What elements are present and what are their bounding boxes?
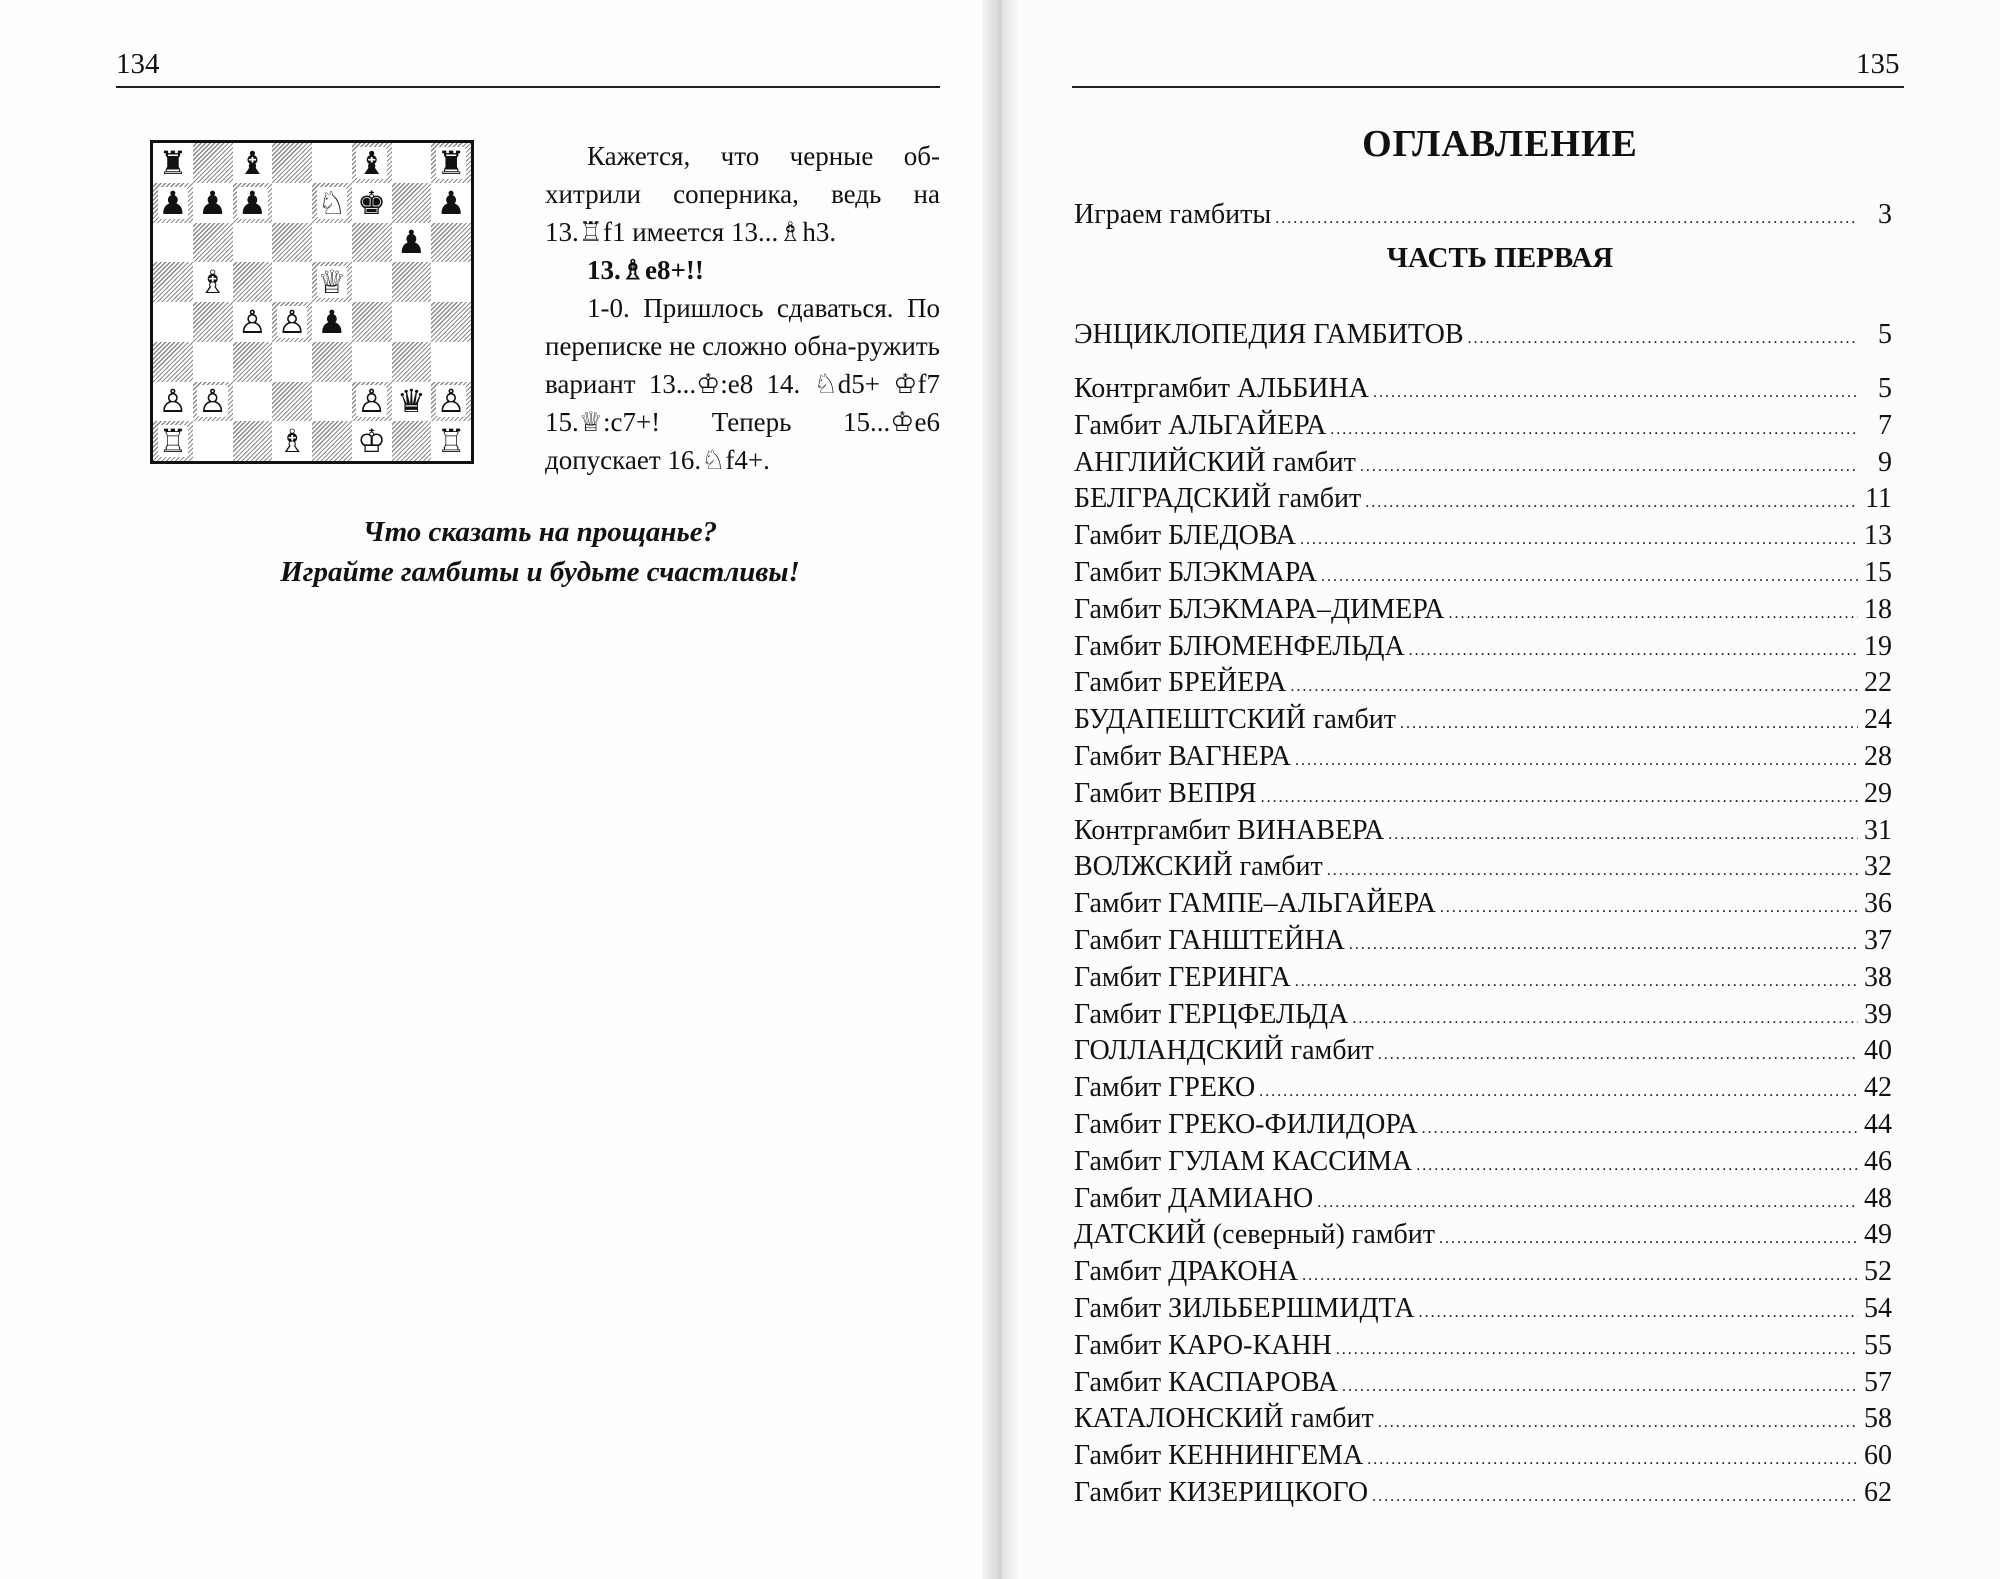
- chess-piece-icon: ♟: [436, 183, 466, 222]
- chess-piece-icon: ♚: [357, 183, 386, 222]
- toc-entry-page: 62: [1864, 1477, 1892, 1508]
- right-page-number: 135: [1856, 48, 1900, 80]
- toc-entry-page: 28: [1864, 741, 1892, 772]
- toc-entry-page: 49: [1864, 1219, 1892, 1251]
- toc-entry-page: 48: [1864, 1182, 1892, 1214]
- toc-entry[interactable]: [1074, 1329, 1892, 1367]
- square-b7: [193, 183, 233, 223]
- square-c8: [233, 143, 273, 183]
- square-g1: [392, 421, 432, 461]
- toc-entry-page: 40: [1864, 1035, 1892, 1067]
- toc-entry-page: 18: [1864, 593, 1892, 625]
- toc-section-page: 5: [1878, 319, 1892, 350]
- toc-leader-dots: [1419, 1296, 1858, 1330]
- chess-piece-icon: ♝: [238, 143, 267, 182]
- square-h5: [431, 262, 471, 302]
- chess-piece-icon: ♖: [158, 422, 188, 461]
- toc-leader-dots: [1378, 1406, 1858, 1440]
- toc-leader-dots: [1468, 322, 1858, 356]
- square-d1: [272, 421, 312, 461]
- square-c5: [233, 262, 273, 302]
- farewell-line-2: Играйте гамбиты и будьте счастливы!: [280, 556, 800, 588]
- toc-leader-dots: [1295, 744, 1858, 778]
- square-g3: [392, 342, 432, 382]
- annotation-move: 13.♗e8+!!: [587, 255, 704, 285]
- chess-piece-icon: ♕: [317, 263, 347, 302]
- toc-entry-page: 29: [1864, 777, 1892, 809]
- square-b1: [193, 421, 233, 461]
- annotation-text: [545, 137, 940, 479]
- toc-leader-dots: [1378, 1038, 1858, 1072]
- toc-entry-label: Гамбит ГЕРИНГА: [1074, 961, 1291, 993]
- square-c4: [233, 302, 273, 342]
- toc-entry-page: 13: [1864, 520, 1892, 552]
- chess-piece-icon: ♟: [198, 183, 227, 222]
- square-e3: [312, 342, 352, 382]
- right-header-rule: [1072, 86, 1904, 88]
- square-a1: [153, 421, 193, 461]
- toc-entry[interactable]: [1074, 924, 1892, 962]
- toc-entry-label: Гамбит ДАМИАНО: [1074, 1182, 1314, 1214]
- toc-entry-label: Гамбит БЛЭКМАРА: [1074, 557, 1317, 588]
- toc-entry[interactable]: [1074, 740, 1892, 778]
- chess-piece-icon: ♟: [158, 183, 188, 222]
- square-h7: [431, 183, 471, 223]
- toc-entry-label: Гамбит БЛЕДОВА: [1074, 520, 1297, 552]
- chess-diagram: [150, 140, 474, 464]
- toc-entry-label: Гамбит ЗИЛЬБЕРШМИДТА: [1074, 1293, 1415, 1324]
- square-c3: [233, 342, 273, 382]
- square-d4: [272, 302, 312, 342]
- toc-leader-dots: [1409, 634, 1858, 668]
- toc-entry[interactable]: [1074, 1439, 1892, 1477]
- toc-entry-label: Гамбит ВЕПРЯ: [1074, 777, 1257, 809]
- square-a3: [153, 342, 193, 382]
- chess-piece-icon: ♙: [277, 302, 307, 341]
- toc-entry-page: 38: [1864, 961, 1892, 993]
- toc-entry-page: 19: [1864, 630, 1892, 662]
- toc-leader-dots: [1321, 560, 1858, 594]
- square-c1: [233, 421, 273, 461]
- toc-entry[interactable]: [1074, 630, 1892, 668]
- toc-leader-dots: [1295, 965, 1858, 999]
- toc-entry-label: Гамбит ГАНШТЕЙНА: [1074, 925, 1345, 956]
- square-f8: [352, 143, 392, 183]
- square-d3: [272, 342, 312, 382]
- toc-entry[interactable]: [1074, 1366, 1892, 1404]
- chess-piece-icon: ♜: [158, 143, 188, 182]
- toc-entry-page: 57: [1864, 1366, 1892, 1398]
- chess-piece-icon: ♘: [317, 183, 347, 222]
- toc-entry[interactable]: [1074, 519, 1892, 557]
- square-b8: [193, 143, 233, 183]
- toc-entry[interactable]: [1074, 1255, 1892, 1293]
- square-d7: [272, 183, 312, 223]
- square-d5: [272, 262, 312, 302]
- toc-entry[interactable]: [1074, 666, 1892, 704]
- square-e1: [312, 421, 352, 461]
- square-c7: [233, 183, 273, 223]
- toc-leader-dots: [1261, 781, 1858, 815]
- toc-leader-dots: [1439, 1222, 1858, 1256]
- square-g5: [392, 262, 432, 302]
- toc-entry-label: АНГЛИЙСКИЙ гамбит: [1074, 446, 1356, 478]
- square-g2: [392, 382, 432, 422]
- toc-entry-page: 39: [1864, 998, 1892, 1030]
- toc-entry-page: 36: [1864, 888, 1892, 920]
- toc-entry-label: Гамбит КЕННИНГЕМА: [1074, 1440, 1364, 1472]
- toc-entry-page: 7: [1878, 409, 1892, 441]
- toc-leader-dots: [1342, 1370, 1858, 1404]
- annotation-para-2: 1-0. Пришлось сдаваться. По переписке не сложно обна-ружить вариант 13...♔:e8 14. ♘d5+ ♔f7 15.♕:c7+! Теперь 15...♔e6 допускает 16.♘f4+.: [545, 293, 940, 475]
- farewell-text: [180, 512, 900, 592]
- book-gutter: [982, 0, 1018, 1579]
- toc-entry-page: 9: [1878, 446, 1892, 478]
- toc-entry-page: 24: [1864, 704, 1892, 736]
- square-c6: [233, 223, 273, 263]
- square-a7: [153, 183, 193, 223]
- square-a2: [153, 382, 193, 422]
- toc-section-row[interactable]: [1074, 318, 1892, 356]
- square-f4: [352, 302, 392, 342]
- toc-leader-dots: [1290, 670, 1858, 704]
- toc-entry-page: 52: [1864, 1256, 1892, 1288]
- chess-piece-icon: ♔: [357, 422, 386, 461]
- square-a8: [153, 143, 193, 183]
- toc-leader-dots: [1440, 891, 1858, 925]
- toc-leader-dots: [1327, 854, 1858, 888]
- chess-piece-icon: ♙: [158, 382, 188, 421]
- toc-leader-dots: [1373, 376, 1858, 410]
- toc-leader-dots: [1336, 1333, 1858, 1367]
- square-e7: [312, 183, 352, 223]
- toc-entry-label: Гамбит КАСПАРОВА: [1074, 1366, 1338, 1398]
- toc-entry-label: Контргамбит ВИНАВЕРА: [1074, 814, 1385, 846]
- toc-entry-label: Гамбит БЛЮМЕНФЕЛЬДА: [1074, 630, 1405, 662]
- chess-piece-icon: ♙: [238, 302, 267, 341]
- toc-entry-page: 3: [1878, 199, 1892, 230]
- toc-entry[interactable]: [1074, 1034, 1892, 1072]
- square-e8: [312, 143, 352, 183]
- square-d6: [272, 223, 312, 263]
- toc-entry[interactable]: [1074, 1071, 1892, 1109]
- toc-entry-page: 60: [1864, 1440, 1892, 1472]
- chess-piece-icon: ♙: [198, 382, 227, 421]
- toc-entry-page: 44: [1864, 1109, 1892, 1140]
- toc-title: ОГЛАВЛЕНИЕ: [1362, 123, 1638, 165]
- toc-leader-dots: [1449, 597, 1859, 631]
- annotation-para-1: Кажется, что черные об-хитрили соперника, ведь на 13.♖f1 имеется 13...♗h3.: [545, 141, 940, 247]
- toc-leader-dots: [1422, 1112, 1858, 1146]
- square-a4: [153, 302, 193, 342]
- toc-entry-page: 5: [1878, 373, 1892, 404]
- toc-entry-label: Гамбит ГАМПЕ–АЛЬГАЙЕРА: [1074, 888, 1436, 920]
- chess-piece-icon: ♟: [238, 183, 267, 222]
- square-b5: [193, 262, 233, 302]
- toc-entry-page: 31: [1864, 814, 1892, 846]
- toc-entry-label: Гамбит ГРЕКО: [1074, 1072, 1256, 1104]
- square-e5: [312, 262, 352, 302]
- square-f5: [352, 262, 392, 302]
- toc-entry-label: ГОЛЛАНДСКИЙ гамбит: [1074, 1035, 1374, 1067]
- square-e4: [312, 302, 352, 342]
- toc-entry-label: Гамбит БЛЭКМАРА–ДИМЕРА: [1074, 593, 1445, 625]
- toc-entry-label: БЕЛГРАДСКИЙ гамбит: [1074, 483, 1362, 515]
- toc-entry[interactable]: [1074, 777, 1892, 815]
- toc-entry[interactable]: [1074, 372, 1892, 410]
- toc-entry[interactable]: [1074, 1402, 1892, 1440]
- toc-leader-dots: [1372, 1480, 1858, 1514]
- chess-piece-icon: ♗: [198, 263, 227, 302]
- chess-piece-icon: ♝: [357, 143, 386, 182]
- toc-entry-label: Гамбит ВАГНЕРА: [1074, 741, 1291, 772]
- square-g6: [392, 223, 432, 263]
- square-g8: [392, 143, 432, 183]
- toc-entry-page: 15: [1864, 557, 1892, 588]
- toc-entry-label: ДАТСКИЙ (северный) гамбит: [1074, 1219, 1435, 1251]
- square-h4: [431, 302, 471, 342]
- toc-leader-dots: [1259, 1075, 1858, 1109]
- square-b4: [193, 302, 233, 342]
- toc-entry-label: Гамбит ГЕРЦФЕЛЬДА: [1074, 998, 1349, 1030]
- toc-leader-dots: [1360, 450, 1858, 484]
- toc-entry-label: Гамбит БРЕЙЕРА: [1074, 667, 1287, 699]
- square-h1: [431, 421, 471, 461]
- chess-piece-icon: ♜: [436, 143, 466, 182]
- toc-entry-label: Гамбит ДРАКОНА: [1074, 1256, 1299, 1288]
- toc-entry-label: Гамбит ГРЕКО-ФИЛИДОРА: [1074, 1109, 1418, 1140]
- toc-entry[interactable]: [1074, 556, 1892, 594]
- toc-entry[interactable]: [1074, 998, 1892, 1036]
- square-g4: [392, 302, 432, 342]
- toc-entry[interactable]: [1074, 1108, 1892, 1146]
- square-a5: [153, 262, 193, 302]
- chess-piece-icon: ♙: [357, 382, 386, 421]
- toc-leader-dots: [1300, 523, 1858, 557]
- square-e2: [312, 382, 352, 422]
- toc-entry[interactable]: [1074, 1182, 1892, 1220]
- square-h6: [431, 223, 471, 263]
- toc-entry-label: Гамбит ГУЛАМ КАССИМА: [1074, 1145, 1413, 1177]
- chess-piece-icon: ♙: [436, 382, 466, 421]
- chess-piece-icon: ♟: [317, 302, 347, 341]
- toc-entry-label: Играем гамбиты: [1074, 199, 1272, 230]
- toc-entry-label: Гамбит КИЗЕРИЦКОГО: [1074, 1477, 1369, 1508]
- toc-leader-dots: [1365, 486, 1858, 520]
- toc-leader-dots: [1349, 928, 1858, 962]
- toc-entry-label: Гамбит АЛЬГАЙЕРА: [1074, 409, 1327, 441]
- toc-entry-label: ВОЛЖСКИЙ гамбит: [1074, 851, 1323, 883]
- toc-section-label: ЭНЦИКЛОПЕДИЯ ГАМБИТОВ: [1074, 319, 1464, 350]
- toc-entry[interactable]: [1074, 446, 1892, 484]
- toc-entry[interactable]: [1074, 593, 1892, 631]
- square-a6: [153, 223, 193, 263]
- square-h2: [431, 382, 471, 422]
- square-g7: [392, 183, 432, 223]
- toc-leader-dots: [1388, 818, 1858, 852]
- toc-leader-dots: [1317, 1186, 1858, 1220]
- square-f2: [352, 382, 392, 422]
- toc-entry-page: 11: [1865, 483, 1892, 515]
- square-b6: [193, 223, 233, 263]
- square-b2: [193, 382, 233, 422]
- square-f1: [352, 421, 392, 461]
- toc-entry[interactable]: [1074, 887, 1892, 925]
- toc-entry-page: 32: [1864, 851, 1892, 883]
- square-f3: [352, 342, 392, 382]
- toc-entry-page: 54: [1864, 1293, 1892, 1324]
- left-header-rule: [116, 86, 940, 88]
- toc-entry-label: Гамбит КАРО-КАНН: [1074, 1329, 1332, 1361]
- toc-entry[interactable]: [1074, 1145, 1892, 1183]
- chess-piece-icon: ♛: [397, 382, 426, 421]
- toc-entry[interactable]: [1074, 703, 1892, 741]
- square-f7: [352, 183, 392, 223]
- toc-leader-dots: [1400, 707, 1858, 741]
- toc-leader-dots: [1302, 1259, 1858, 1293]
- toc-entry[interactable]: [1074, 482, 1892, 520]
- square-c2: [233, 382, 273, 422]
- farewell-line-1: Что сказать на прощанье?: [362, 516, 718, 548]
- chess-piece-icon: ♖: [436, 422, 466, 461]
- square-e6: [312, 223, 352, 263]
- toc-intro-row[interactable]: [1074, 198, 1892, 236]
- toc-entry-page: 42: [1864, 1072, 1892, 1104]
- toc-entry[interactable]: [1074, 1292, 1892, 1330]
- toc-leader-dots: [1367, 1443, 1858, 1477]
- square-d2: [272, 382, 312, 422]
- toc-entry[interactable]: [1074, 409, 1892, 447]
- toc-entry-page: 46: [1864, 1145, 1892, 1177]
- toc-entry-page: 22: [1864, 667, 1892, 699]
- toc-entry[interactable]: [1074, 850, 1892, 888]
- toc-entry[interactable]: [1074, 1476, 1892, 1514]
- toc-entry-label: БУДАПЕШТСКИЙ гамбит: [1074, 704, 1396, 736]
- toc-leader-dots: [1330, 413, 1858, 447]
- toc-entry[interactable]: [1074, 961, 1892, 999]
- toc-entry-page: 55: [1864, 1329, 1892, 1361]
- chess-piece-icon: ♟: [397, 223, 426, 262]
- square-d8: [272, 143, 312, 183]
- toc-leader-dots: [1416, 1149, 1858, 1183]
- toc-entry-label: Контргамбит АЛЬБИНА: [1074, 373, 1369, 404]
- square-h8: [431, 143, 471, 183]
- square-f6: [352, 223, 392, 263]
- toc-entry[interactable]: [1074, 814, 1892, 852]
- toc-entry-page: 58: [1864, 1403, 1892, 1435]
- toc-entry[interactable]: [1074, 1218, 1892, 1256]
- toc-entry-label: КАТАЛОНСКИЙ гамбит: [1074, 1403, 1374, 1435]
- toc-leader-dots: [1275, 202, 1858, 236]
- toc-part-title: ЧАСТЬ ПЕРВАЯ: [1386, 242, 1614, 274]
- chess-piece-icon: ♗: [277, 422, 307, 461]
- left-page-number: 134: [116, 48, 160, 80]
- toc-entry-page: 37: [1864, 925, 1892, 956]
- toc-leader-dots: [1352, 1002, 1858, 1036]
- square-b3: [193, 342, 233, 382]
- square-h3: [431, 342, 471, 382]
